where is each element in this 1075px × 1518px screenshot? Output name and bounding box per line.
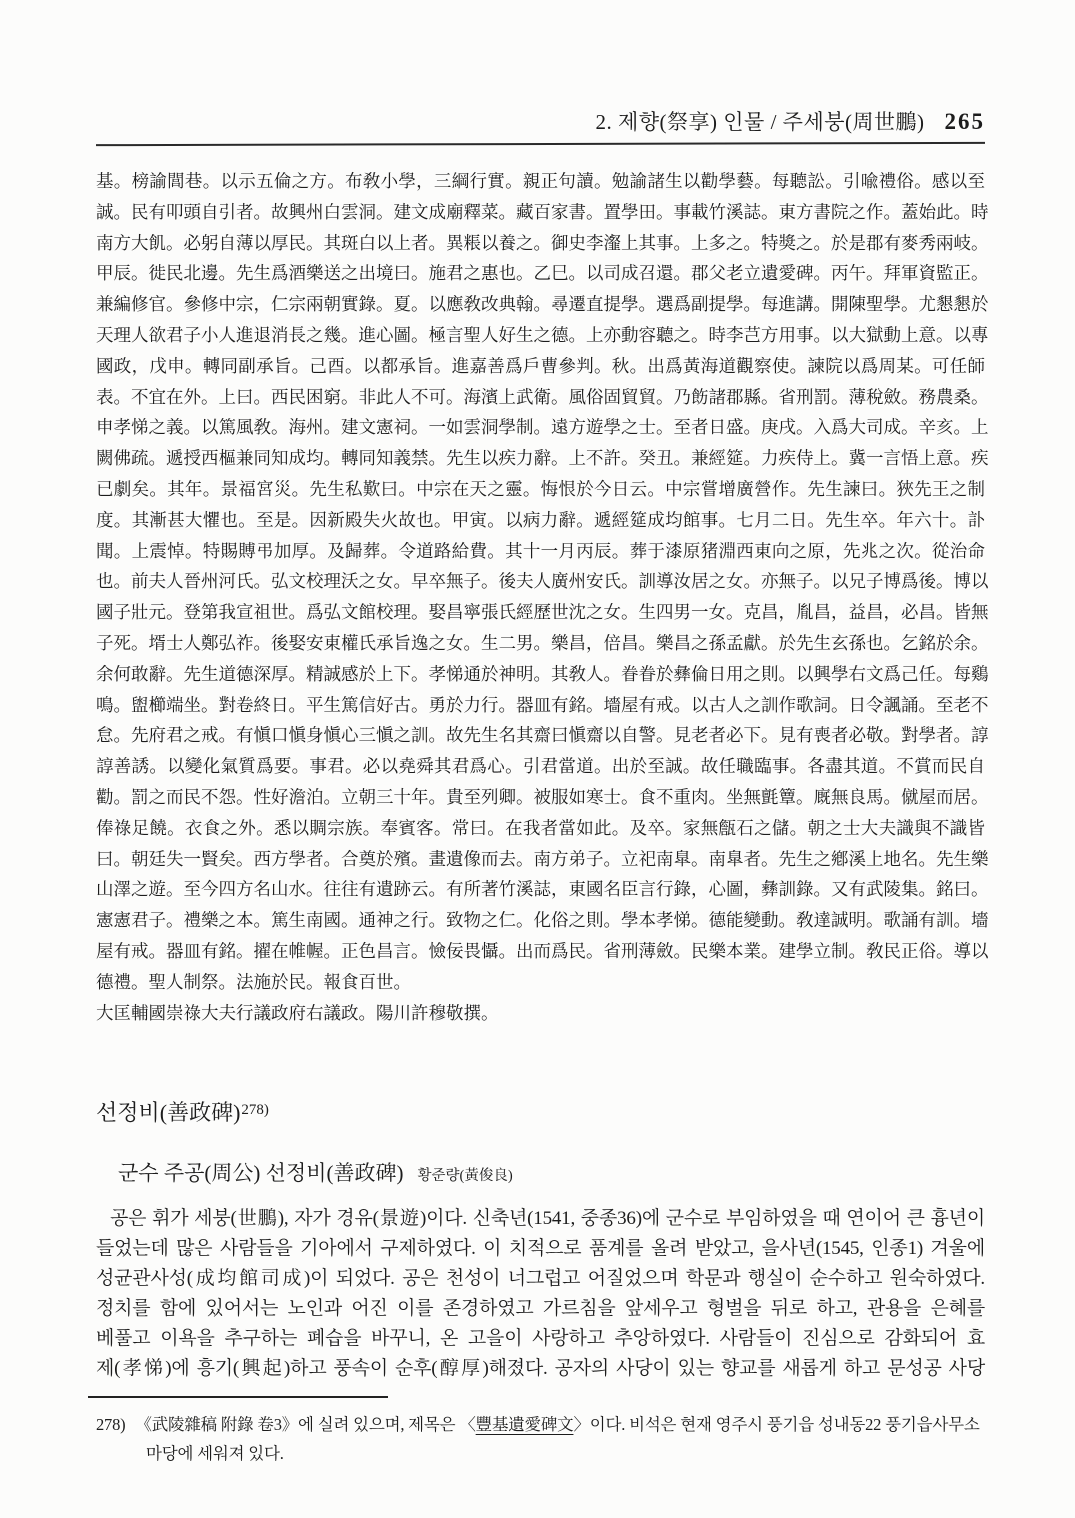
korean-body-text <box>96 1204 985 1384</box>
text-line: 屋有戒。器皿有銘。擢在帷幄。正色昌言。憸佞畏懾。出而爲民。省刑薄斂。民樂本業。建學立制。敎民正俗。導以 <box>96 940 989 961</box>
footnote-cited-title: 豐基遺愛碑文 <box>475 1415 574 1435</box>
text-line: 度。其漸甚大懼也。至是。因新殿失火故也。甲寅。以病力辭。遞經筵成均館事。七月二日。先生卒。年六十。訃 <box>96 509 985 530</box>
text-line: 甲辰。徙民北邊。先生爲酒樂送之出境曰。施君之惠也。乙巳。以司成召還。郡父老立遺愛碑。丙午。拜軍資監正。 <box>96 263 989 284</box>
footnote-text-after: 〉이다. 비석은 현재 영주시 풍기읍 성내동22 풍기읍사무소 마당에 세워져 있다. <box>146 1415 980 1464</box>
hanmun-text-block <box>96 166 989 1028</box>
text-line: 國政，戊申。轉同副承旨。己酉。以都承旨。進嘉善爲戶曹參判。秋。出爲黃海道觀察使。諫院以爲周某。可任師 <box>96 355 985 376</box>
text-line: 공은 휘가 세붕(世鵬), 자가 경유(景遊)이다. 신축년(1541, 중종36)에 군수로 부임하였을 때 연이어 큰 흉년이 <box>110 1208 985 1230</box>
text-line: 들었는데 많은 사람들을 기아에서 구제하였다. 이 치적으로 품계를 올려 받았고, 을사년(1545, 인종1) 겨울에 <box>96 1238 985 1260</box>
section-subtitle <box>96 1157 985 1187</box>
text-line: 余何敢辭。先生道德深厚。精誠感於上下。孝悌通於神明。其敎人。眷眷於彝倫日用之則。以興學右文爲己任。每鷄 <box>96 663 989 684</box>
footnote <box>96 1410 985 1468</box>
subtitle-text: 군수 주공(周公) 선정비(善政碑) <box>118 1161 404 1186</box>
footnote-text-before: 《武陵雜稿 附錄 卷3》에 실려 있으며, 제목은 〈 <box>135 1415 476 1435</box>
text-line: 聞。上震悼。特賜賻弔加厚。及歸葬。令道路給費。其十一月丙辰。葬于漆原猪淵西東向之原，先兆之次。從治命 <box>96 540 985 561</box>
text-line: 子死。壻士人鄭弘祚。後娶安東權氏承旨逸之女。生二男。樂昌，倍昌。樂昌之孫孟獻。於先生玄孫也。乞銘於余。 <box>96 632 989 653</box>
text-line: 大匡輔國崇祿大夫行議政府右議政。陽川許穆敬撰。 <box>96 1002 499 1023</box>
text-line: 誠。民有叩頭自引者。故興州白雲洞。建文成廟釋菜。藏百家書。置學田。事載竹溪誌。東方書院之作。蓋始此。時 <box>96 201 989 222</box>
text-line: 申孝悌之義。以篤風敎。海州。建文憲祠。一如雲洞學制。遠方遊學之士。至者日盛。庚戌。入爲大司成。辛亥。上 <box>96 417 989 438</box>
section-title-text: 선정비(善政碑) <box>96 1100 241 1126</box>
subtitle-author: 황준량(黃俊良) <box>417 1168 513 1185</box>
section-title <box>96 1096 985 1127</box>
text-line: 天理人欲君子小人進退消長之幾。進心圖。極言聖人好生之德。上亦動容聽之。時李芑方用事。以大獄動上意。以專 <box>96 324 989 345</box>
text-line: 怠。先府君之戒。有愼口愼身愼心三愼之訓。故先生名其齋曰愼齋以自警。見老者必下。見有喪者必敬。對學者。諄 <box>96 725 989 746</box>
text-line: 德禮。聖人制祭。法施於民。報食百世。 <box>96 971 411 992</box>
text-line: 憲憲君子。禮樂之本。篤生南國。通神之行。致物之仁。化俗之則。學本孝悌。德能變動。敎達誠明。歌誦有訓。墻 <box>96 910 989 931</box>
text-line: 俸祿足饒。衣食之外。悉以賙宗族。奉賓客。常曰。在我者當如此。及卒。家無甔石之儲。朝之士大夫識與不識皆 <box>96 817 985 838</box>
text-line: 也。前夫人晉州河氏。弘文校理沃之女。早卒無子。後夫人廣州安氏。訓導汝居之女。亦無子。以兄子博爲後。博以 <box>96 571 989 592</box>
text-line: 베풀고 이욕을 추구하는 폐습을 바꾸니, 온 고을이 사랑하고 추앙하였다. 사람들이 진심으로 감화되어 효 <box>96 1328 985 1350</box>
text-line: 諄善誘。以變化氣質爲要。事君。必以堯舜其君爲心。引君當道。出於至誠。故任職臨事。各盡其道。不賞而民自 <box>96 756 985 777</box>
page-header <box>96 106 985 136</box>
page-number: 265 <box>944 109 985 134</box>
text-line: 정치를 함에 있어서는 노인과 어진 이를 존경하였고 가르침을 앞세우고 형벌을 뒤로 하고, 관용을 은혜를 <box>96 1298 985 1320</box>
text-line: 已劇矣。其年。景福宮災。先生私歎曰。中宗在天之靈。悔恨於今日云。中宗嘗增廣營作。先生諫曰。狹先王之制 <box>96 478 985 499</box>
text-line: 성균관사성(成均館司成)이 되었다. 공은 천성이 너그럽고 어질었으며 학문과 행실이 순수하고 원숙하였다. <box>96 1268 985 1290</box>
text-line: 鳴。盥櫛端坐。對卷終日。平生篤信好古。勇於力行。器皿有銘。墻屋有戒。以古人之訓作歌詞。日令諷誦。至老不 <box>96 694 989 715</box>
text-line: 基。榜諭閭巷。以示五倫之方。布敎小學，三綱行實。親正句讀。勉諭諸生以勸學藝。每聽訟。引喩禮俗。感以至 <box>96 171 985 191</box>
text-line: 南方大飢。必躬自薄以厚民。其斑白以上者。異粻以養之。御史李瀣上其事。上多之。特獎之。於是郡有麥秀兩岐。 <box>96 232 989 253</box>
text-line: 제(孝悌)에 흥기(興起)하고 풍속이 순후(醇厚)해졌다. 공자의 사당이 있는 향교를 새롭게 하고 문성공 사당 <box>96 1358 985 1380</box>
text-line: 勸。罰之而民不怨。性好澹泊。立朝三十年。貴至列卿。被服如寒士。食不重肉。坐無氈簟。廐無良馬。僦屋而居。 <box>96 786 989 807</box>
text-line: 闕佛疏。遞授西樞兼同知成均。轉同知義禁。先生以疾力辭。上不許。癸丑。兼經筵。力疾侍上。冀一言悟上意。疾 <box>96 448 989 469</box>
text-line: 曰。朝廷失一賢矣。西方學者。合奠於殯。畫遺像而去。南方弟子。立祀南臯。南臯者。先生之鄕溪上地名。先生樂 <box>96 848 989 869</box>
text-line: 山澤之遊。至今四方名山水。往往有遺跡云。有所著竹溪誌，東國名臣言行錄，心圖，彝訓錄。又有武陵集。銘曰。 <box>96 879 989 900</box>
text-line: 表。不宜在外。上曰。西民困窮。非此人不可。海濱上武衛。風俗固貿貿。乃飭諸郡縣。省刑罰。薄稅斂。務農桑。 <box>96 386 989 407</box>
footnote-ref-marker: 278) <box>241 1102 269 1119</box>
running-head-title: 2. 제향(祭享) 인물 / 주세붕(周世鵬) <box>595 110 925 134</box>
footnote-marker: 278) <box>96 1415 126 1435</box>
text-line: 兼編修官。參修中宗，仁宗兩朝實錄。夏。以應敎改典翰。尋遷直提學。選爲副提學。每進講。開陳聖學。尤懇懇於 <box>96 294 989 315</box>
text-line: 國子壯元。登第我宣祖世。爲弘文館校理。娶昌寧張氏經歷世沈之女。生四男一女。克昌，胤昌，益昌，必昌。皆無 <box>96 602 989 623</box>
footnote-separator <box>88 1396 388 1398</box>
header-rule <box>96 142 985 146</box>
